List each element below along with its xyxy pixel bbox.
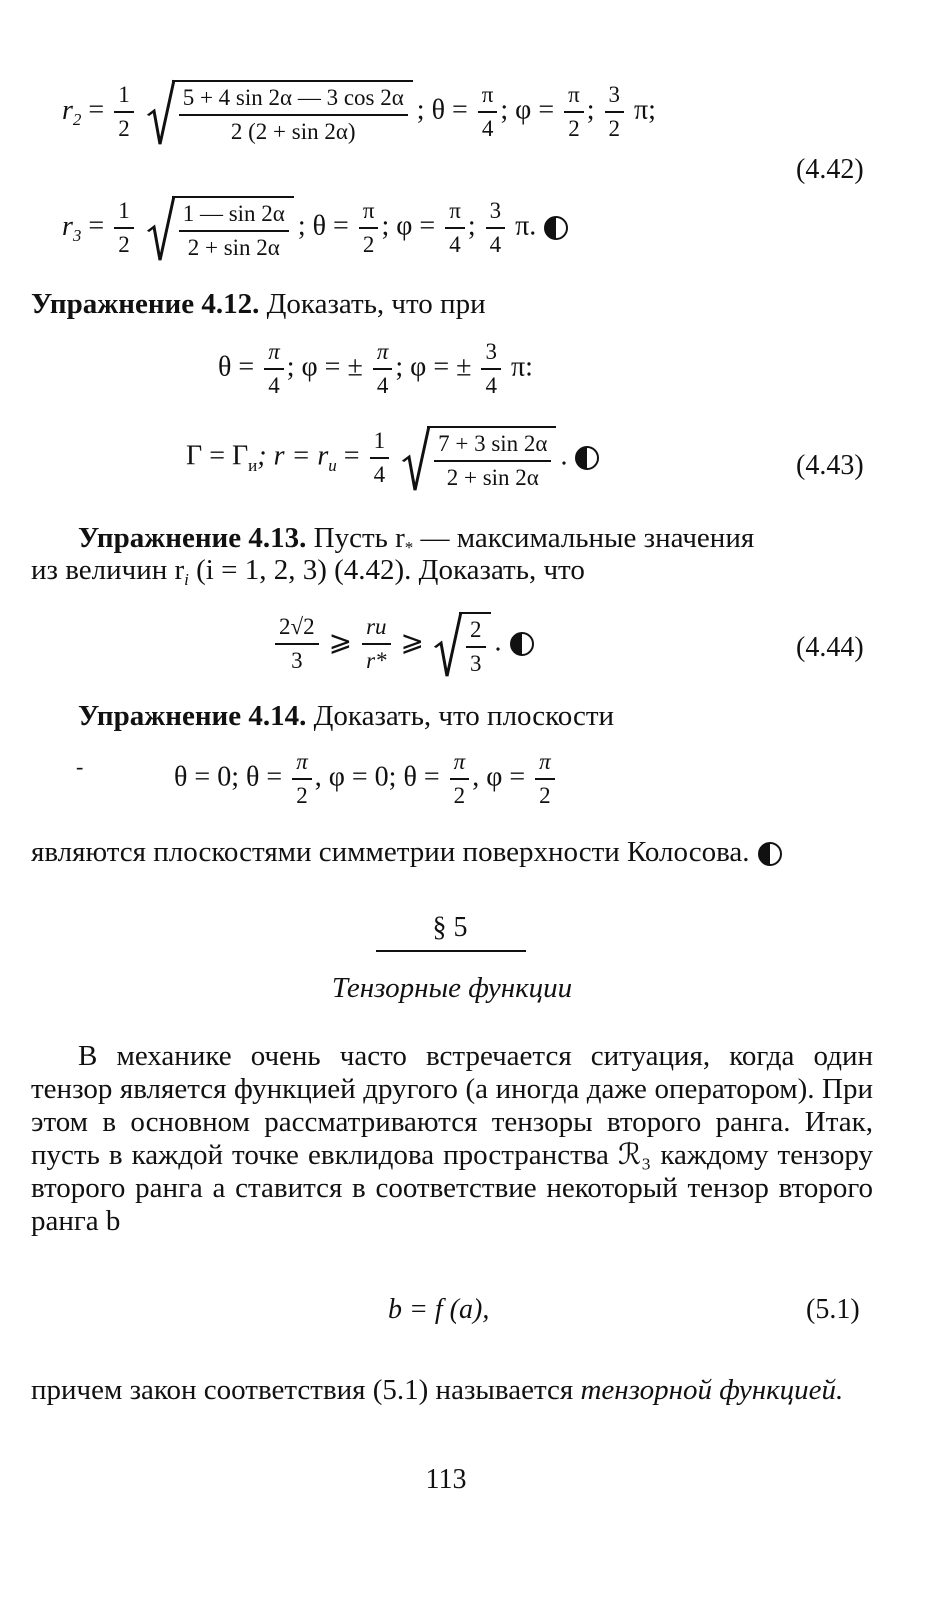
stray-mark: - [76,754,84,779]
end-of-exercise-icon [575,446,599,470]
exercise-4-13-line2: из величин $r_i$ (i = 1, 2, 3) (4.42). Доказать, что [31,554,585,589]
exercise-4-14-heading: Упражнение 4.14. Доказать, что плоскости [78,700,615,732]
body-paragraph-1: В механике очень часто встречается ситуация, когда один тензор является функцией другого (а иногда даже оператором). При этом в основном рассматриваются тензоры второго ранга. Итак, пусть в каждой точке евклидова пространства ℛ₃ каждому тензору второго ранга a ставится в соответствие некоторый тензор второго ранга b [31,1040,873,1237]
equation-number-4-42: (4.42) [796,154,864,185]
section-symbol: § 5 [432,912,468,943]
section-title: Тензорные функции [331,972,573,1004]
end-of-exercise-icon [544,216,568,240]
r2-symbol: $r_2$ [62,94,82,129]
fraction: $\frac{1}{2}$ [114,83,134,141]
page-number: 113 [425,1464,467,1495]
equation-number-4-44: (4.44) [796,632,864,663]
symmetry-planes-equation: θ = 0; θ = $\frac{\pi}{2}$ , φ = 0; θ = $\frac{\pi}{2}$ , φ = $\frac{\pi}{2}$ [174,750,558,808]
sqrt-radical: $\frac{2}{3}$ [435,612,491,676]
exercise-4-14-closing: являются плоскостями симметрии поверхности Колосова. [31,838,782,867]
sqrt-radical: $\frac{7 + 3 \sin 2\alpha}{2 + \sin 2\alpha}$ [403,426,556,490]
end-of-exercise-icon [758,842,782,866]
equation-5-1: b = f (a), [388,1294,490,1325]
end-of-exercise-icon [510,632,534,656]
equation-r2: $r_2$ = $\frac{1}{2}$ $\frac{5 + 4 \sin 2\alpha — 3 \cos 2\alpha}{2 (2 + \sin 2\alpha)}$ ; θ = $\frac{\pi}{4}$ ; φ = $\frac{\pi}{2}$ ; $\frac{3}{2}$ π; [62,82,656,145]
equation-4-43: $\Gamma = \Gamma_и$; $r = r_и$ = $\frac{1}{4}$ $\frac{7 + 3 \sin 2\alpha}{2 + \sin 2\alpha}$ . [186,426,599,490]
equation-r3: $r_3$ = $\frac{1}{2}$ $\frac{1 — \sin 2\alpha}{2 + \sin 2\alpha}$ ; θ = $\frac{\pi}{2}$ ; φ = $\frac{\pi}{4}$ ; $\frac{3}{4}$ π. [62,196,568,260]
body-paragraph-2: причем закон соответствия (5.1) называется тензорной функцией. [31,1374,844,1406]
sqrt-radical: $\frac{1 — \sin 2\alpha}{2 + \sin 2\alpha}$ [148,196,294,260]
exercise-4-13-line1: Упражнение 4.13. Пусть $r_*$ — максимальные значения [78,522,755,557]
equation-number-4-43: (4.43) [796,450,864,481]
equation-4-44: $\frac{2√2}{3}$ ⩾ $\frac{rи}{r*}$ ⩾ $\frac{2}{3}$ . [272,612,534,676]
section-rule [376,950,526,952]
exercise-4-12-condition: θ = $\frac{\pi}{4}$ ; φ = ± $\frac{\pi}{4}$ ; φ = ± $\frac{3}{4}$ π: [218,339,533,399]
exercise-4-12-heading: Упражнение 4.12. Доказать, что при [31,288,486,320]
equation-number-5-1: (5.1) [806,1294,860,1325]
sqrt-radical: $\frac{5 + 4 \sin 2\alpha — 3 \cos 2\alpha}{2 (2 + \sin 2\alpha)}$ [148,80,413,144]
